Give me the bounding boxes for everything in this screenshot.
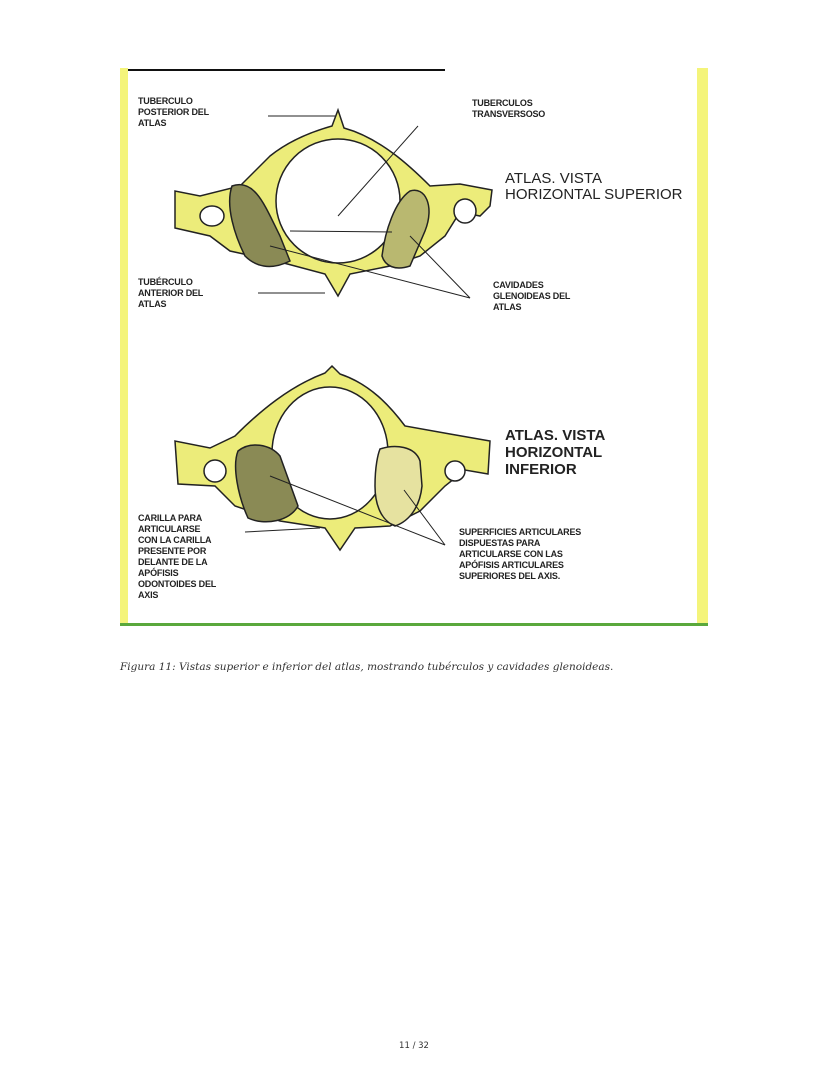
atlas-inferior-view xyxy=(175,366,490,550)
title-vista-inferior-line3: INFERIOR xyxy=(505,461,577,478)
label-carilla-articular: CARILLA PARA ARTICULARSE CON LA CARILLA PRESENTE POR DELANTE DE LA APÓFISIS ODONTOIDES DEL AXIS xyxy=(138,513,217,600)
title-vista-superior-line1: ATLAS. VISTA xyxy=(505,170,602,187)
figure-caption: Figura 11: Vistas superior e inferior del atlas, mostrando tubérculos y cavidades glenoideas. xyxy=(120,661,614,673)
atlas-figure xyxy=(120,66,708,628)
label-superficies-articulares: SUPERFICIES ARTICULARES DISPUESTAS PARA ARTICULARSE CON LAS APÓFISIS ARTICULARES SUPERIORES DEL AXIS. xyxy=(459,527,582,581)
title-vista-inferior-line1: ATLAS. VISTA xyxy=(505,427,606,444)
label-tuberculo-posterior: TUBERCULO POSTERIOR DEL ATLAS xyxy=(138,96,209,128)
label-tuberculo-anterior: TUBÉRCULO ANTERIOR DEL ATLAS xyxy=(138,277,204,309)
page-number: 11 / 32 xyxy=(399,1041,429,1051)
title-vista-inferior-line2: HORIZONTAL xyxy=(505,444,603,461)
atlas-superior-view xyxy=(175,110,492,298)
label-cavidades-glenoideas: CAVIDADES GLENOIDEAS DEL ATLAS xyxy=(493,280,571,312)
title-vista-superior-line2: HORIZONTAL SUPERIOR xyxy=(505,186,683,203)
label-tuberculos-transversos: TUBERCULOS TRANSVERSOSO xyxy=(472,98,546,119)
